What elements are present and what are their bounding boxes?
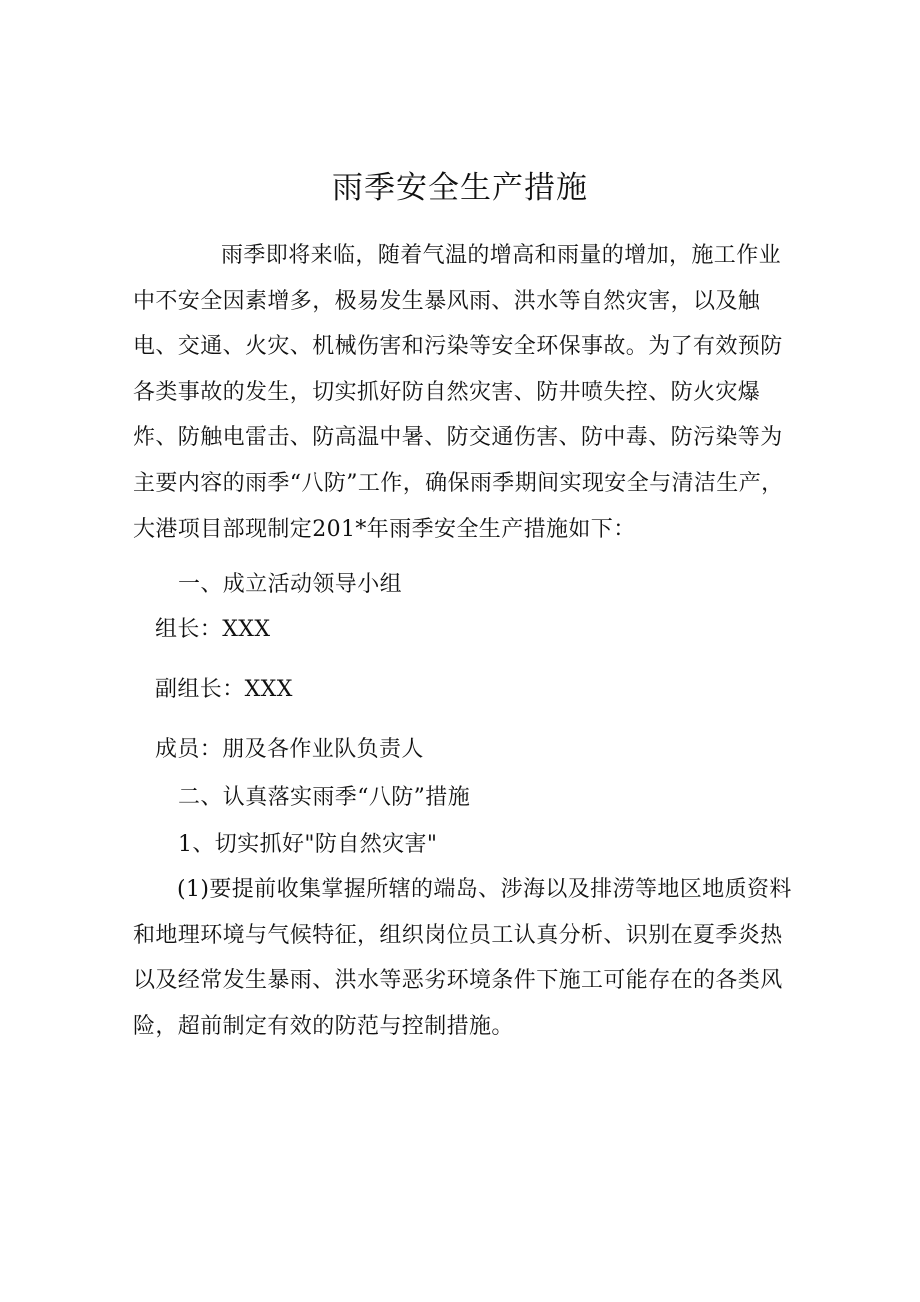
leader-line: 组长：XXX <box>155 617 271 642</box>
document-title: 雨季安全生产措施 <box>332 170 588 206</box>
section-heading-1: 一、成立活动领导小组 <box>178 572 403 597</box>
intro-paragraph: 雨季即将来临，随着气温的增高和雨量的增加，施工作业中不安全因素增多，极易发生暴风雨、洪水等自然灾害，以及触电、交通、火灾、机械伤害和污染等安全环保事故。为了有效预防各类事故的发生，切实抓好防自然灾害、防井喷失控、防火灾爆炸、防触电雷击、防高温中暑、防交通伤害、防中毒、防污染等为主要内容的雨季“八防”工作，确保雨季期间实现安全与清洁生产，大港项目部现制定201*年雨季安全生产措施如下： <box>133 243 784 542</box>
members-line: 成员：朋及各作业队负责人 <box>155 737 424 762</box>
subsection-heading-1: 1、切实抓好"防自然灾害" <box>178 832 438 857</box>
section-heading-2: 二、认真落实雨季“八防”措施 <box>178 785 471 810</box>
deputy-leader-line: 副组长：XXX <box>155 677 293 702</box>
item-paragraph-1: (1)要提前收集掌握所辖的端岛、涉海以及排涝等地区地质资料和地理环境与气候特征，组织岗位员工认真分析、识别在夏季炎热以及经常发生暴雨、洪水等恶劣环境条件下施工可能存在的各类风险，超前制定有效的防范与控制措施。 <box>133 877 792 1039</box>
